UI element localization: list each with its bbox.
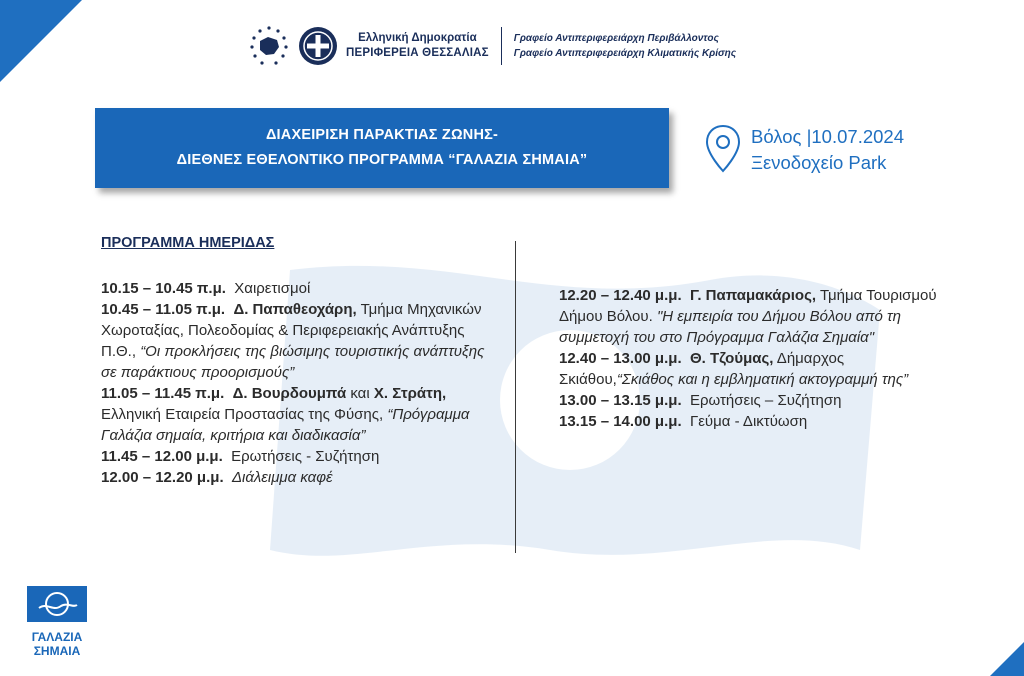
program-entry (101, 278, 501, 299)
program-entry (101, 299, 501, 383)
location-date: Βόλος |10.07.2024 (751, 126, 904, 147)
program-entry (559, 390, 959, 411)
org-line-2: ΠΕΡΙΦΕΡΕΙΑ ΘΕΣΣΑΛΙΑΣ (346, 47, 489, 59)
event-title-banner (95, 108, 669, 188)
event-location (704, 124, 904, 176)
entry-speaker: Δ. Βουρδουμπά (232, 385, 347, 402)
program-right-column (559, 285, 959, 432)
entry-text: Τμήμα Μηχανικών Χωροταξίας, Πολεοδομίας & Περιφερειακής Ανάπτυξης Π.Θ., (101, 301, 482, 360)
entry-time: 12.00 – 12.20 μ.μ. (101, 469, 224, 486)
program-entry (559, 348, 959, 390)
entry-speaker: Γ. Παπαμακάριος, (689, 287, 817, 304)
entry-time: 13.00 – 13.15 μ.μ. (559, 392, 682, 409)
entry-topic: Διάλειμμα καφέ (231, 469, 333, 486)
entry-topic: “Οι προκλήσεις της βιώσιμης τουριστικής ανάπτυξης σε παράκτιους προορισμούς” (101, 343, 485, 381)
program-left-column (101, 235, 501, 488)
blue-flag-logo (27, 586, 87, 658)
entry-time: 10.15 – 10.45 π.μ. (101, 280, 226, 297)
entry-time: 11.45 – 12.00 μ.μ. (101, 448, 223, 465)
entry-speaker: Θ. Τζούμας, (689, 350, 774, 367)
title-line-1: ΔΙΑΧΕΙΡΙΣΗ ΠΑΡΑΚΤΙΑΣ ΖΩΝΗΣ- (265, 127, 499, 143)
offices (514, 31, 736, 61)
entry-time: 12.40 – 13.00 μ.μ. (559, 350, 682, 367)
entry-text: Χαιρετισμοί (234, 280, 311, 297)
program-heading: ΠΡΟΓΡΑΜΜΑ ΗΜΕΡΙΔΑΣ (101, 235, 275, 251)
entry-connector: και (350, 385, 370, 402)
entry-topic: “Πρόγραμμα Γαλάζια σημαία, κριτήρια και διαδικασία” (101, 406, 470, 444)
entry-text: Γεύμα - Δικτύωση (689, 413, 808, 430)
blue-flag-line-1: ΓΑΛΑΖΙΑ (31, 630, 83, 644)
office-line-2: Γραφείο Αντιπεριφερειάρχη Κλιματικής Κρίσης (513, 48, 737, 59)
corner-decoration-bottom-right (990, 642, 1024, 676)
entry-topic: "Η εμπειρία του Δήμου Βόλου από τη συμμετοχή του στο Πρόγραμμα Γαλάζια Σημαία" (559, 308, 901, 346)
location-venue: Ξενοδοχείο Park (751, 152, 887, 173)
entry-topic: “Σκιάθος και η εμβληματική ακτογραμμή της” (616, 371, 909, 388)
greece-map-stars-icon (248, 25, 290, 67)
program-entry (101, 467, 501, 488)
entry-time: 13.15 – 14.00 μ.μ. (559, 413, 682, 430)
org-line-1: Ελληνική Δημοκρατία (358, 32, 477, 44)
entry-text: Δήμαρχος Σκιάθου, (559, 350, 845, 388)
program-entry (101, 383, 501, 446)
entry-text: Ερωτήσεις – Συζήτηση (689, 392, 842, 409)
entry-time: 10.45 – 11.05 π.μ. (101, 301, 226, 318)
office-line-1: Γραφείο Αντιπεριφερειάρχη Περιβάλλοντος (513, 33, 719, 44)
program-entry (559, 411, 959, 432)
program-entry (101, 446, 501, 467)
corner-decoration-top-left (0, 0, 82, 82)
blue-flag-line-2: ΣΗΜΑΙΑ (33, 644, 81, 658)
entry-speaker-2: Χ. Στράτη, (373, 385, 447, 402)
header (248, 24, 736, 68)
entry-text: Τμήμα Τουρισμού Δήμου Βόλου. (559, 287, 937, 325)
program-entry (559, 285, 959, 348)
organization-name (346, 31, 489, 61)
greek-emblem-icon (298, 26, 338, 66)
column-divider (515, 241, 516, 553)
entry-text: Ελληνική Εταιρεία Προστασίας της Φύσης, (101, 406, 384, 423)
entry-speaker: Δ. Παπαθεοχάρη, (233, 301, 357, 318)
entry-time: 11.05 – 11.45 π.μ. (101, 385, 225, 402)
entry-text: Ερωτήσεις - Συζήτηση (231, 448, 380, 465)
entry-time: 12.20 – 12.40 μ.μ. (559, 287, 682, 304)
title-line-2: ΔΙΕΘΝΕΣ ΕΘΕΛΟΝΤΙΚΟ ΠΡΟΓΡΑΜΜΑ “ΓΑΛΑΖΙΑ ΣΗΜΑΙΑ” (176, 152, 588, 168)
blue-flag-wave-icon (27, 586, 87, 622)
location-pin-icon (704, 124, 742, 174)
header-divider (501, 27, 502, 65)
